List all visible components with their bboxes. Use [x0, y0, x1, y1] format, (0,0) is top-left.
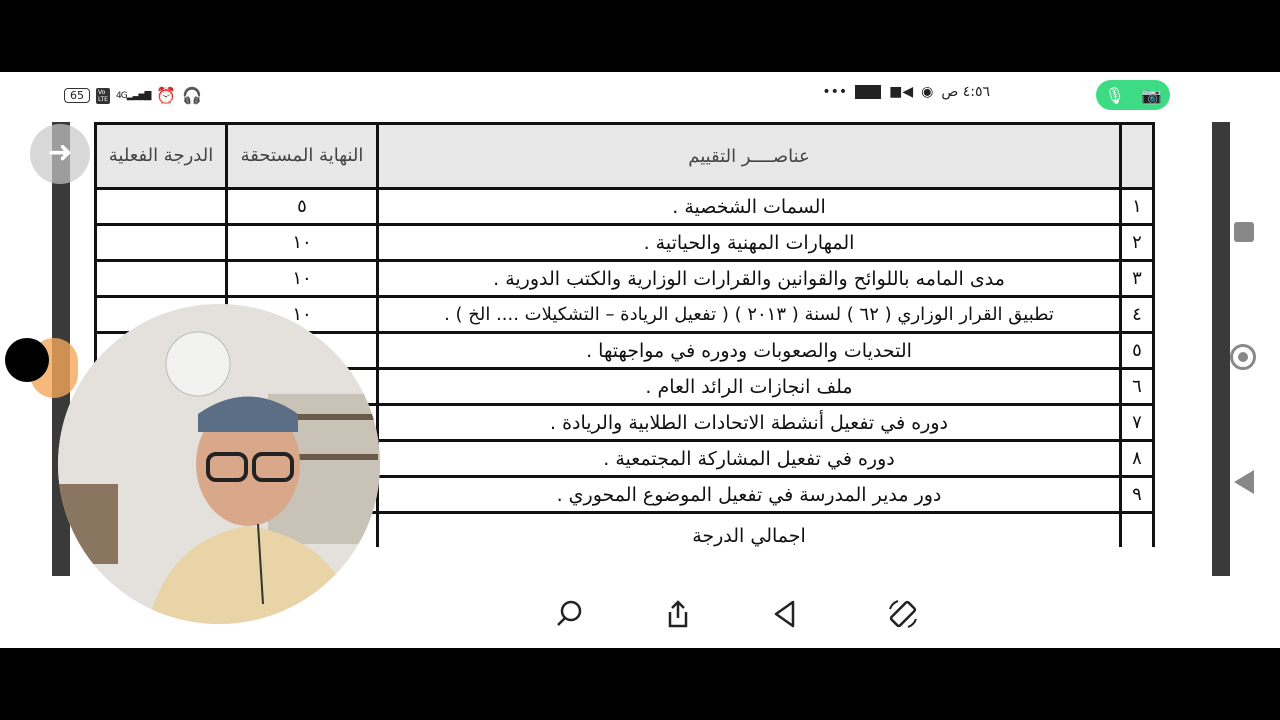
number-cell: ٤	[1121, 297, 1154, 333]
table-row	[96, 189, 1154, 225]
header-evaluation-items: عناصــــر التقييم	[378, 124, 1121, 189]
home-button[interactable]	[1230, 344, 1256, 370]
clock-time: ٤:٥٦ ص	[941, 84, 990, 100]
max-score-cell: ١٠	[227, 261, 378, 297]
item-cell: ملف انجازات الرائد العام .	[378, 369, 1121, 405]
phone-screen	[0, 72, 1280, 648]
actual-score-cell	[96, 261, 227, 297]
table-row	[96, 261, 1154, 297]
max-score-cell: ١٠	[227, 297, 378, 333]
signal-icon: 4G▂▃▅▇	[115, 90, 151, 101]
webcam-overlay[interactable]	[58, 304, 380, 624]
number-cell: ٩	[1121, 477, 1154, 513]
number-cell: ٦	[1121, 369, 1154, 405]
status-icons-right	[822, 84, 990, 100]
status-icons-left	[64, 86, 202, 105]
search-icon[interactable]	[550, 594, 590, 634]
number-cell: ٨	[1121, 441, 1154, 477]
header-number	[1121, 124, 1154, 189]
header-actual-score: الدرجة الفعلية	[96, 124, 227, 189]
actual-score-cell	[96, 189, 227, 225]
item-cell: دوره في تفعيل المشاركة المجتمعية .	[378, 441, 1121, 477]
battery-indicator: 65	[64, 88, 90, 103]
number-cell: ١	[1121, 189, 1154, 225]
item-cell: المهارات المهنية والحياتية .	[378, 225, 1121, 261]
screen-record-icon	[855, 85, 881, 99]
arrow-right-icon[interactable]: ➜	[30, 124, 90, 184]
number-cell: ٥	[1121, 333, 1154, 369]
item-cell: السمات الشخصية .	[378, 189, 1121, 225]
max-score-cell: ٥	[227, 189, 378, 225]
number-cell: ٧	[1121, 405, 1154, 441]
item-cell: دوره في تفعيل أنشطة الاتحادات الطلابية والريادة .	[378, 405, 1121, 441]
item-cell: مدى المامه باللوائح والقوانين والقرارات الوزارية والكتب الدورية .	[378, 261, 1121, 297]
recording-dot[interactable]	[5, 338, 49, 382]
messenger-icon: ◉	[921, 84, 934, 100]
table-header-row	[96, 124, 1154, 189]
headphones-icon: 🎧	[182, 86, 203, 105]
number-cell: ٢	[1121, 225, 1154, 261]
back-button[interactable]	[1234, 470, 1254, 494]
video-icon: ■◀	[889, 84, 914, 100]
page-right-edge	[1212, 122, 1230, 576]
alarm-icon: ⏰	[156, 86, 177, 105]
total-label: اجمالي الدرجة	[378, 513, 1121, 548]
actual-score-cell	[96, 225, 227, 261]
number-cell: ٣	[1121, 261, 1154, 297]
recents-button[interactable]	[1234, 222, 1254, 242]
item-cell: التحديات والصعوبات ودوره في مواجهتها .	[378, 333, 1121, 369]
share-icon[interactable]	[658, 594, 698, 634]
max-score-cell: ١٠	[227, 225, 378, 261]
status-bar	[0, 72, 1280, 120]
item-cell: دور مدير المدرسة في تفعيل الموضوع المحوري .	[378, 477, 1121, 513]
total-number	[1121, 513, 1154, 548]
network-type: 4G	[115, 90, 127, 101]
microphone-icon: 🎙	[1104, 85, 1125, 105]
recording-pill[interactable]	[1096, 80, 1170, 110]
triangle-left-icon[interactable]	[765, 594, 805, 634]
webcam-image	[58, 304, 380, 624]
volte-icon: Vo LTE	[98, 88, 108, 103]
more-dots: •••	[822, 84, 848, 100]
header-max-score: النهاية المستحقة	[227, 124, 378, 189]
table-row	[96, 225, 1154, 261]
camera-icon: 📷	[1141, 85, 1162, 105]
item-cell: تطبيق القرار الوزاري ( ٦٢ ) لسنة ( ٢٠١٣ ) ( تفعيل الريادة – التشكيلات .... الخ ) .	[378, 297, 1121, 333]
bottom-toolbar	[0, 580, 1280, 648]
rotate-icon[interactable]	[883, 594, 923, 634]
